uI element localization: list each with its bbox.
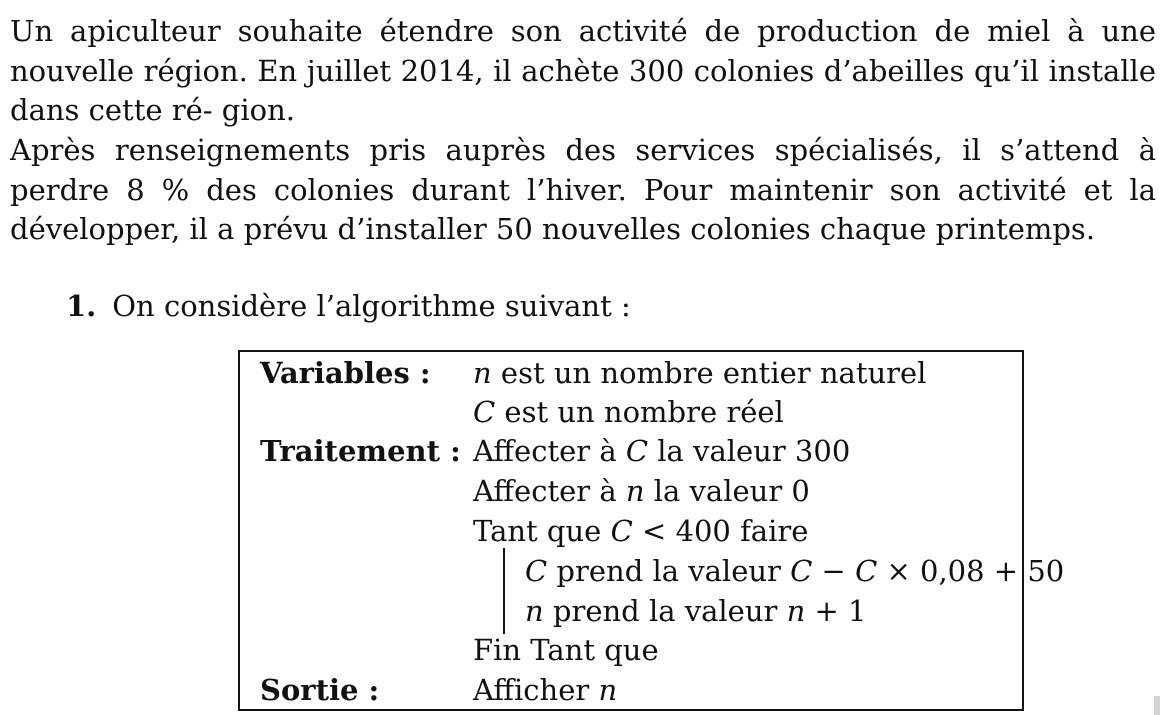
variables-label: Variables : xyxy=(260,356,431,390)
question-number: 1. xyxy=(66,289,97,323)
step2-mid: prend la valeur xyxy=(552,594,778,628)
output-line xyxy=(473,670,617,710)
loop-step-n xyxy=(525,591,866,631)
step1-tail: × 0,08 + 50 xyxy=(877,554,1065,588)
variable-c-line xyxy=(473,392,784,432)
step1-expr-c1: C xyxy=(790,554,813,588)
step2-var: n xyxy=(525,594,544,628)
step2-tail: + 1 xyxy=(805,594,867,628)
scrollbar-thumb[interactable] xyxy=(1154,696,1160,715)
intro-paragraph: Un apiculteur souhaite étendre son activité de production de miel à une nouvelle région. En juillet 2014, il achète 300 colonies d’abeilles qu’il installe dans cette ré- gion. xyxy=(10,14,1156,127)
treatment-label: Traitement : xyxy=(260,434,461,468)
variable-n-line xyxy=(473,353,926,393)
step2-expr-n: n xyxy=(786,594,806,628)
while-line xyxy=(473,511,808,551)
assign-n-prefix: Affecter à xyxy=(473,474,617,508)
step1-minus: − xyxy=(812,554,856,588)
assign-c-line xyxy=(473,431,850,471)
output-var: n xyxy=(598,673,618,707)
var-c: C xyxy=(473,395,496,429)
loop-step-c xyxy=(525,551,1064,591)
assign-n-var: n xyxy=(625,474,645,508)
assign-c-suffix: la valeur 300 xyxy=(657,434,851,468)
var-c-desc: est un nombre réel xyxy=(504,395,784,429)
while-var: C xyxy=(610,514,633,548)
step1-expr-c2: C xyxy=(855,554,878,588)
assign-n-suffix: la valeur 0 xyxy=(653,474,810,508)
var-n-desc: est un nombre entier naturel xyxy=(500,356,927,390)
assign-c-prefix: Affecter à xyxy=(473,434,617,468)
output-label: Sortie : xyxy=(260,673,380,707)
end-while-line: Fin Tant que xyxy=(473,633,659,667)
while-prefix: Tant que xyxy=(473,514,602,548)
output-prefix: Afficher xyxy=(473,673,590,707)
var-n: n xyxy=(473,356,492,390)
context-paragraph: Après renseignements pris auprès des services spécialisés, il s’attend à perdre 8 % des colonies durant l’hiver. Pour maintenir son activité et la développer, il a prévu d’installer 50 nouvelles colonies chaque printemps. xyxy=(10,133,1156,246)
step1-mid: prend la valeur xyxy=(556,554,781,588)
loop-body-bar xyxy=(503,548,505,634)
question-text: On considère l’algorithme suivant : xyxy=(112,289,631,323)
step1-var: C xyxy=(525,554,548,588)
question-1 xyxy=(66,286,631,326)
assign-n-line xyxy=(473,471,810,511)
algorithm-box xyxy=(238,350,1065,711)
while-suffix: < 400 faire xyxy=(641,514,809,548)
assign-c-var: C xyxy=(625,434,649,468)
